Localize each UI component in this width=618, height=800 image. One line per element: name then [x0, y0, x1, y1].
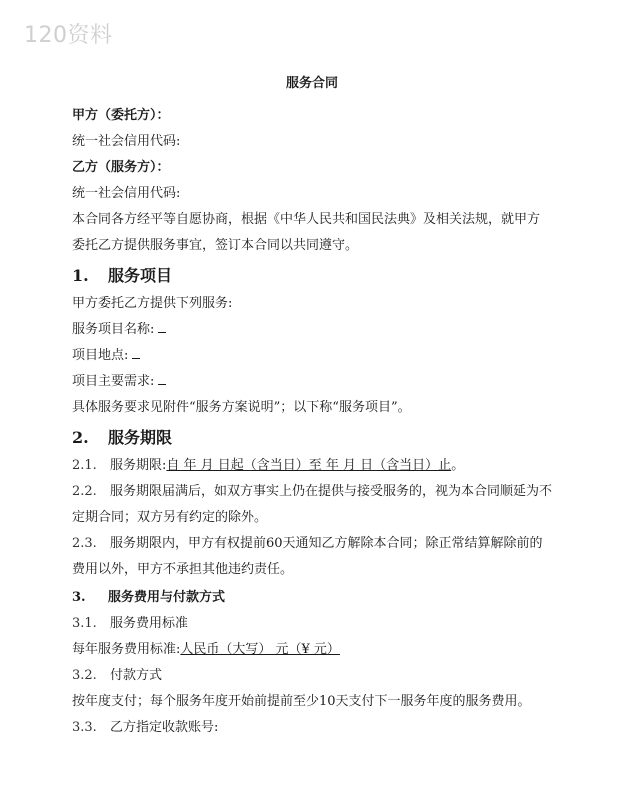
clause-3-1-title: 服务费用标准: [110, 616, 189, 631]
clause-3-3-number: 3.3.: [72, 720, 97, 735]
clause-2-2: [72, 479, 552, 531]
service-name-label: 服务项目名称:: [72, 322, 155, 337]
section-1-heading: [72, 261, 552, 291]
section-1-title: 服务项目: [108, 266, 173, 285]
section-3-heading: [72, 585, 552, 611]
intro-paragraph: 本合同各方经平等自愿协商，根据《中华人民共和国民法典》及相关法规，就甲方委托乙方提供服务事宜，签订本合同以共同遵守。: [72, 212, 541, 253]
party-b-label: 乙方（服务方）：: [72, 160, 170, 175]
clause-2-3-number: 2.3.: [72, 536, 97, 551]
service-requirements-line: 具体服务要求见附件“服务方案说明”；以下称“服务项目”。: [72, 400, 411, 415]
annual-fee-label: 每年服务费用标准:: [72, 642, 181, 657]
party-a-label: 甲方（委托方）：: [72, 108, 170, 123]
service-needs-line: [72, 369, 552, 395]
section-2-heading: [72, 423, 552, 453]
service-location-line: [72, 343, 552, 369]
clause-2-2-text: 服务期限届满后，如双方事实上仍在提供与接受服务的，视为本合同顺延为不定期合同；双方另有约定的除外。: [72, 484, 553, 525]
clause-3-1: [72, 611, 552, 637]
service-name-line: [72, 317, 552, 343]
clause-3-2-title: 付款方式: [110, 668, 163, 683]
party-b-credit-code: 统一社会信用代码:: [72, 186, 181, 201]
clause-2-3-text: 服务期限内，甲方有权提前60天通知乙方解除本合同；除正常结算解除前的费用以外，甲方不承担其他违约责任。: [72, 536, 543, 577]
document-title: 服务合同: [285, 76, 338, 91]
party-a-credit-code: 统一社会信用代码:: [72, 134, 181, 149]
clause-3-2-number: 3.2.: [72, 668, 97, 683]
service-needs-blank: [158, 372, 166, 385]
clause-2-1-value: 自 年 月 日起（含当日）至 年 月 日（含当日）止: [166, 458, 452, 473]
document-page: [72, 72, 552, 741]
watermark: 120资料: [24, 23, 113, 48]
clause-3-3: [72, 715, 552, 741]
service-location-label: 项目地点:: [72, 348, 129, 363]
annual-fee-value: 人民币（大写） 元（¥ 元）: [180, 642, 340, 657]
clause-2-2-number: 2.2.: [72, 484, 97, 499]
clause-2-1-end: 。: [451, 458, 465, 473]
service-name-blank: [158, 320, 166, 333]
section-3-title: 服务费用与付款方式: [108, 590, 226, 605]
clause-3-3-title: 乙方指定收款账号:: [110, 720, 219, 735]
clause-2-1-label: 服务期限:: [110, 458, 167, 473]
annual-fee-line: [72, 637, 552, 663]
clause-2-1-number: 2.1.: [72, 458, 97, 473]
payment-method-line: 按年度支付；每个服务年度开始前提前至少10天支付下一服务年度的服务费用。: [72, 694, 531, 709]
clause-2-1: [72, 453, 552, 479]
section-2-number: 2.: [72, 428, 89, 447]
clause-3-1-number: 3.1.: [72, 616, 97, 631]
clause-3-2: [72, 663, 552, 689]
section-2-title: 服务期限: [108, 428, 173, 447]
section-1-number: 1.: [72, 266, 89, 285]
clause-2-3: [72, 531, 552, 583]
service-location-blank: [132, 346, 140, 359]
section-3-number: 3.: [72, 590, 86, 605]
service-needs-label: 项目主要需求:: [72, 374, 155, 389]
service-intro-line: 甲方委托乙方提供下列服务:: [72, 296, 233, 311]
